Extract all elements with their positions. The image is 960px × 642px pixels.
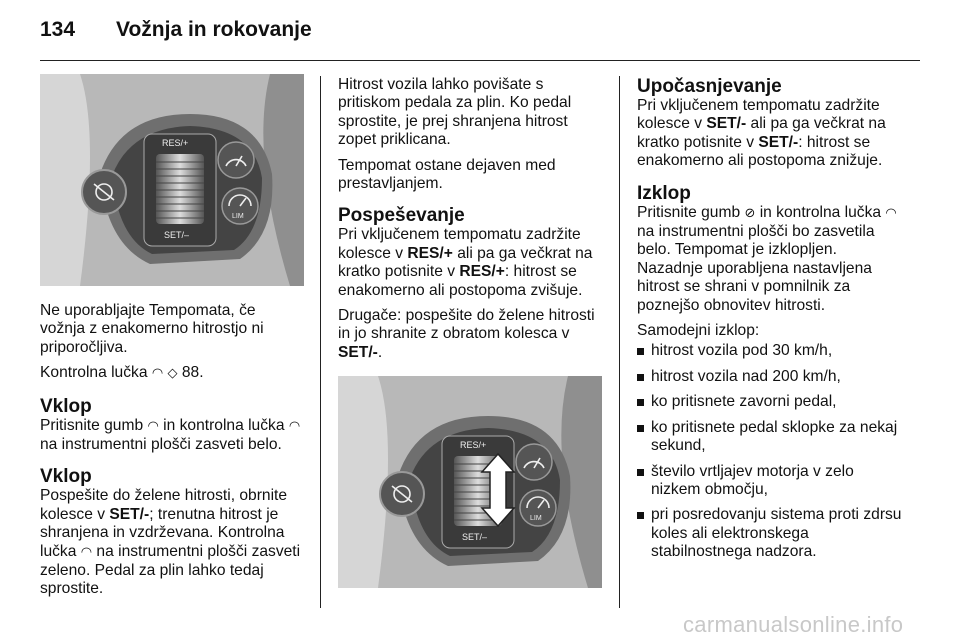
header-rule — [40, 60, 920, 61]
set-label: SET/– — [462, 532, 488, 543]
lim-label: LIM — [530, 515, 542, 523]
bullet-icon — [637, 399, 644, 406]
text: Drugače: pospešite do želene hitrosti in jo shranite z obratom kolesca v — [338, 307, 595, 343]
bullet-icon — [637, 425, 644, 432]
cruise-control-lamp-icon: ◠ — [288, 418, 301, 434]
text: 88. — [177, 364, 204, 382]
list-item: število vrtljajev motorja v zelo nizkem območju, — [637, 463, 905, 500]
paragraph — [338, 307, 602, 362]
text: : hitrost se enakomerno ali postopoma zvišuje. — [338, 263, 583, 299]
list-item: ko pritisnete zavorni pedal, — [637, 393, 905, 411]
text: Pri vključenem tempomatu zadržite kolesce v — [637, 97, 880, 133]
bullet-icon — [637, 512, 644, 519]
cruise-control-lamp-icon: ◠ — [147, 418, 159, 434]
paragraph — [40, 487, 304, 598]
cruise-control-lamp-icon: ◠ — [885, 205, 897, 221]
text: na instrumentni plošči bo zasvetila belo. Tempomat je izklopljen. — [637, 223, 875, 259]
paragraph — [40, 302, 304, 357]
text: in kontrolna lučka — [158, 416, 289, 434]
section-heading: Vklop — [40, 395, 92, 417]
page-reference-icon: ◇ — [167, 366, 178, 382]
set-control-label: SET/- — [338, 343, 378, 361]
column-divider — [619, 76, 620, 608]
set-control-label: SET/- — [706, 115, 747, 133]
paragraph — [637, 322, 905, 340]
page-header — [40, 18, 920, 62]
text: na instrumentni plošči zasveti zeleno. Pedal za plin lahko tedaj sprostite. — [40, 542, 301, 598]
paragraph — [40, 417, 304, 455]
lim-label: LIM — [232, 213, 244, 220]
bullet-icon — [637, 348, 644, 355]
list-item: pri posredovanju sistema proti zdrsu koles ali elektronskega stabilnostnega nadzora. — [637, 506, 905, 561]
text: Kontrolna lučka — [40, 364, 152, 382]
column-2 — [338, 76, 602, 604]
text: Pritisnite gumb — [40, 416, 148, 434]
text: : hitrost se enakomerno ali postopoma znižuje. — [637, 133, 883, 170]
column-1 — [40, 74, 304, 599]
set-control-label: SET/- — [109, 505, 150, 523]
bullet-icon — [637, 374, 644, 381]
steering-wheel-controls-figure-arrow — [338, 376, 602, 588]
text: Hitrost vozila lahko povišate s pritiskom pedala za plin. Ko pedal sprostite, je prej shranjena hitrost zopet priklicana. — [338, 76, 572, 149]
list-item: ko pritisnete pedal sklopke za nekaj sekund, — [637, 419, 905, 456]
column-3 — [637, 76, 905, 569]
paragraph — [338, 157, 602, 194]
paragraph — [40, 364, 304, 383]
cruise-control-lamp-icon: ◠ — [80, 544, 93, 560]
res-control-label: RES/+ — [407, 244, 453, 262]
text: Pri vključenem tempomatu zadržite kolesce v — [338, 226, 581, 262]
text: Samodejni izklop: — [637, 322, 760, 340]
res-control-label: RES/+ — [459, 263, 505, 281]
text: in kontrolna lučka — [755, 203, 886, 221]
cruise-control-lamp-icon: ◠ — [151, 366, 164, 382]
paragraph — [637, 260, 905, 315]
paragraph — [637, 97, 905, 171]
text: Ne uporabljajte Tempomata, če vožnja z enakomerno hitrostjo ni priporočljiva. — [40, 302, 264, 356]
set-control-label: SET/- — [758, 133, 799, 151]
set-label: SET/– — [164, 230, 190, 240]
paragraph — [637, 204, 905, 260]
text: . — [377, 343, 383, 361]
text: na instrumentni plošči zasveti belo. — [40, 436, 282, 454]
text: Pospešite do želene hitrosti, obrnite kolesce v — [40, 487, 288, 523]
res-label: RES/+ — [162, 138, 189, 148]
steering-wheel-controls-figure — [40, 74, 304, 286]
cruise-cancel-icon: ⊘ — [744, 205, 756, 221]
list-item: hitrost vozila nad 200 km/h, — [637, 368, 905, 386]
section-heading: Vklop — [40, 466, 92, 488]
section-heading: Izklop — [637, 182, 691, 204]
paragraph — [338, 226, 602, 300]
text: ali pa ga večkrat na kratko potisnite v — [637, 115, 886, 151]
paragraph — [338, 76, 602, 150]
text: ali pa ga večkrat na kratko potisnite v — [338, 244, 593, 281]
text: Tempomat ostane dejaven med prestavljanjem. — [338, 156, 556, 193]
section-heading: Upočasnjevanje — [637, 76, 782, 97]
page-title: Vožnja in rokovanje — [116, 18, 312, 41]
res-label: RES/+ — [460, 440, 487, 451]
text: Pritisnite gumb — [637, 203, 745, 221]
text: ; trenutna hitrost je shranjena in vzdrževana. Kontrolna lučka — [40, 505, 285, 560]
bullet-icon — [637, 469, 644, 476]
list-item: hitrost vozila pod 30 km/h, — [637, 342, 905, 360]
section-heading: Pospeševanje — [338, 205, 465, 227]
column-divider — [320, 76, 321, 608]
text: Nazadnje uporabljena nastavljena hitrost se shrani v pomnilnik za poznejšo obnovitev hitrosti. — [637, 259, 872, 314]
watermark: carmanualsonline.info — [683, 612, 904, 637]
page-number: 134 — [40, 18, 76, 41]
auto-off-list — [637, 342, 905, 561]
